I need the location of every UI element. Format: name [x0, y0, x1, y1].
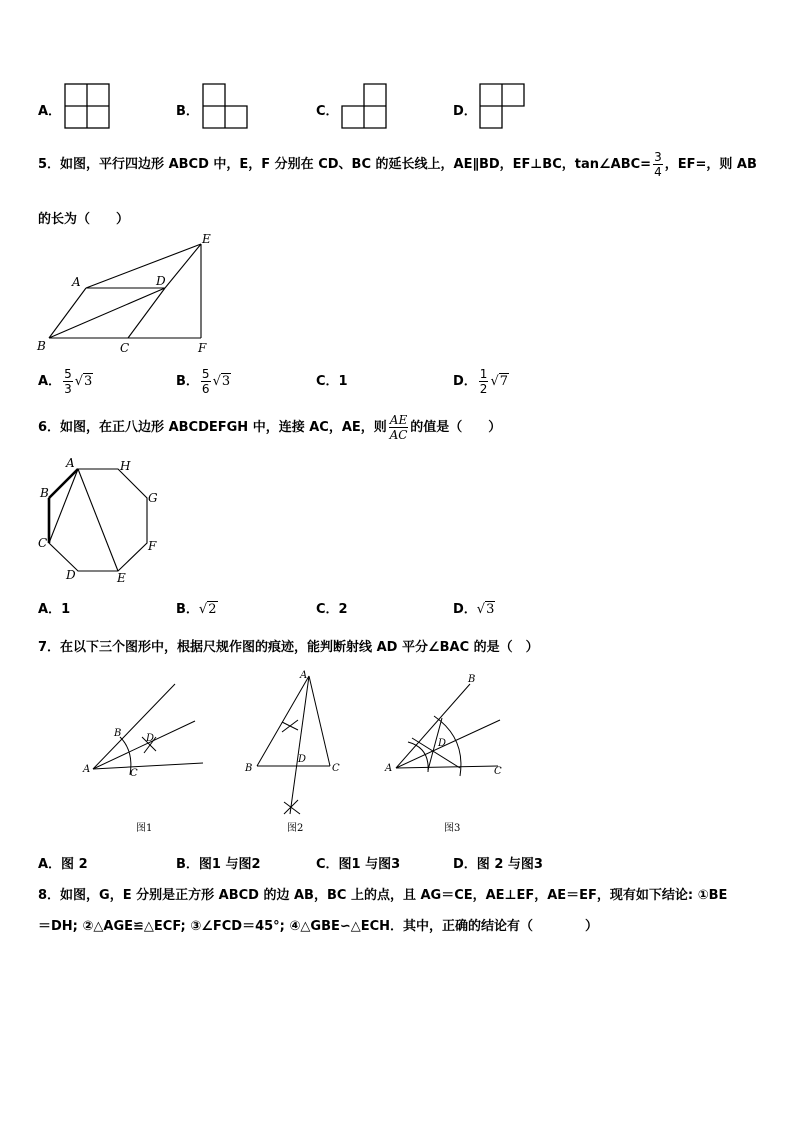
q7-stem: 7．在以下三个图形中，根据尺规作图的痕迹，能判断射线 AD 平分∠BAC 的是（ ） [38, 640, 539, 655]
q7-fig1-point-a: A [83, 764, 91, 775]
q6-option-b-rad: 2 [208, 602, 217, 617]
q5-point-f: F [198, 341, 207, 355]
q6-point-d: D [66, 568, 76, 582]
q5-option-d-num: 1 [479, 367, 488, 381]
q6-point-a: A [66, 456, 75, 470]
q6-stem-a: 6．如图，在正八边形 ABCDEFGH 中，连接 AC，AE，则 [38, 420, 387, 435]
q7-fig2-point-a: A [300, 670, 308, 681]
q5-option-d-den: 2 [479, 382, 488, 396]
q6-ratio-den: AC [389, 428, 408, 442]
q5-option-b [176, 367, 231, 396]
q5-option-a-label: A． [38, 374, 62, 389]
q7-option-d: D．图 2 与图3 [453, 857, 543, 872]
q6-option-b [176, 598, 218, 617]
q5-tan-fraction [653, 150, 663, 179]
q7-fig1-point-b: B [114, 728, 122, 739]
q7-figure-1 [80, 675, 210, 785]
q5-point-a: A [72, 275, 81, 289]
q6-point-c: C [38, 536, 48, 550]
q5-option-c [316, 370, 348, 389]
q8-stem-line2: ＝DH; ②△AGE≌△ECF; ③∠FCD＝45°; ④△GBE∽△ECH．其中，正确的结论有（ ） [38, 919, 599, 934]
q5-tan-num: 3 [654, 150, 662, 164]
q6-option-d-label: D． [453, 602, 477, 617]
q7-fig2-point-d: D [298, 754, 307, 765]
q5-option-d [453, 367, 509, 396]
q5-point-c: C [120, 341, 130, 355]
q5-stem-line1 [38, 150, 757, 179]
q4-option-a-label: A． [38, 104, 62, 119]
q5-option-b-rad: 3 [221, 374, 231, 389]
q5-option-d-rad: 7 [499, 374, 509, 389]
q4-option-d-figure [479, 83, 529, 131]
q5-option-b-fraction [201, 367, 211, 396]
q6-stem-b: 的值是（ ） [410, 420, 502, 435]
q5-option-b-sqrt: √3 [212, 374, 231, 389]
q8-stem-line1: 8．如图，G，E 分别是正方形 ABCD 的边 AB，BC 上的点，且 AG＝CE，AE⊥EF，AE＝EF，现有如下结论: ①BE [38, 888, 728, 903]
q7-option-b: B．图1 与图2 [176, 857, 261, 872]
q5-option-a-rad: 3 [84, 374, 93, 389]
q5-figure-parallelogram [30, 230, 220, 355]
q7-fig1-caption: 图1 [136, 823, 153, 834]
q7-figure-3 [380, 672, 510, 782]
q7-fig3-caption: 图3 [444, 823, 461, 834]
q5-point-d: D [156, 274, 166, 288]
q5-point-b: B [37, 339, 46, 353]
q6-option-a-value: 1 [61, 602, 71, 617]
q5-stem-c: 的长为（ ） [38, 212, 130, 227]
q7-fig2-point-c: C [332, 763, 340, 774]
q6-ratio-num: AE [389, 413, 408, 427]
q7-option-c: C．图1 与图3 [316, 857, 401, 872]
q7-fig1-point-d: D [146, 733, 155, 744]
q6-option-d-sqrt: √3 [476, 602, 495, 617]
q5-stem-b: ，EF=，则 AB [664, 157, 757, 172]
q5-option-a-num: 5 [64, 367, 72, 381]
q6-option-a-label: A． [38, 602, 62, 617]
q5-option-b-den: 6 [201, 382, 210, 396]
q6-option-c [316, 598, 348, 617]
q5-option-c-label: C． [316, 374, 339, 389]
q4-option-b-label: B． [176, 104, 199, 119]
q6-option-a [38, 598, 70, 617]
q7-fig2-point-b: B [245, 763, 253, 774]
q7-fig3-point-c: C [494, 766, 502, 777]
q6-option-b-label: B． [176, 602, 199, 617]
q4-option-c-label: C． [316, 104, 339, 119]
q6-option-b-sqrt: √2 [198, 602, 217, 617]
q6-point-e: E [117, 571, 126, 585]
q5-option-a-fraction [63, 367, 73, 396]
q4-option-b-figure [202, 83, 252, 131]
q5-point-e: E [202, 232, 211, 246]
q6-point-g: G [148, 491, 158, 505]
q4-option-c-figure [341, 83, 391, 131]
q5-option-b-num: 5 [201, 367, 210, 381]
q6-option-c-value: 2 [338, 602, 348, 617]
q5-option-d-label: D． [453, 374, 477, 389]
q6-figure-octagon [30, 455, 170, 590]
q7-fig3-point-a: A [385, 763, 393, 774]
q5-option-b-label: B． [176, 374, 199, 389]
q5-option-c-value: 1 [338, 374, 348, 389]
q6-point-f: F [148, 539, 157, 553]
q7-fig3-point-d: D [438, 738, 447, 749]
q6-point-h: H [120, 459, 131, 473]
q7-fig1-point-c: C [130, 768, 138, 779]
q7-option-a: A．图 2 [38, 857, 88, 872]
q4-option-d-label: D． [453, 104, 477, 119]
q7-fig3-point-b: B [468, 674, 476, 685]
q6-option-d-rad: 3 [486, 602, 495, 617]
q6-point-b: B [40, 486, 49, 500]
q6-stem [38, 413, 501, 442]
q6-ratio-fraction [389, 413, 408, 442]
q5-option-d-fraction [479, 367, 489, 396]
q5-tan-den: 4 [654, 165, 662, 179]
q6-option-d [453, 598, 495, 617]
q5-option-a [38, 367, 93, 396]
q5-stem-a: 5．如图，平行四边形 ABCD 中，E，F 分别在 CD、BC 的延长线上，AE∥BD，EF⊥BC，tan∠ABC= [38, 157, 652, 172]
q4-option-a-figure [64, 83, 112, 131]
q6-option-c-label: C． [316, 602, 339, 617]
q5-option-a-den: 3 [64, 382, 72, 396]
q7-fig2-caption: 图2 [287, 823, 304, 834]
q5-option-a-sqrt: √3 [74, 374, 93, 389]
q7-figure-2 [240, 668, 350, 818]
q5-option-d-sqrt: √7 [490, 374, 509, 389]
